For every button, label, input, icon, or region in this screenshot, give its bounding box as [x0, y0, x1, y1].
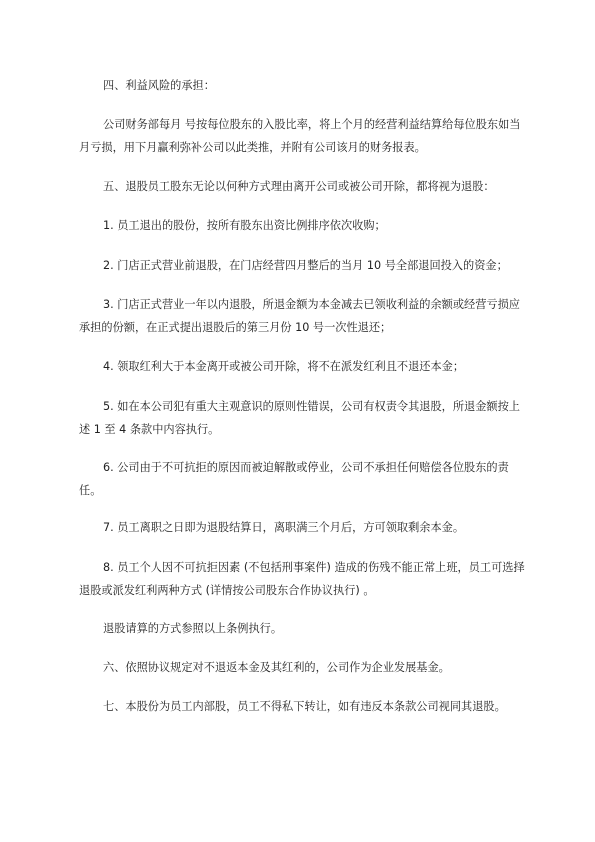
section-heading-5: 五、退股员工股东无论以何种方式理由离开公司或被公司开除，都将视为退股： [103, 180, 495, 193]
paragraph-settlement-method: 退股请算的方式参照以上条例执行。 [103, 622, 283, 635]
list-item-1: 1. 员工退出的股份，按所有股东出资比例排序依次收购； [103, 219, 386, 232]
list-item-4: 4. 领取红利大于本金离开或被公司开除，将不在派发红利且不退还本金； [103, 360, 465, 373]
list-item-5: 5. 如在本公司犯有重大主观意识的原则性错误，公司有权责令其退股，所退金额按上述 1 至 4 条款中内容执行。 [79, 400, 520, 436]
list-item-3: 3. 门店正式营业一年以内退股，所退金额为本金减去已领收利益的余额或经营亏损应承担的份额，在正式提出退股后的第三月份 10 号一次性退还； [79, 298, 520, 334]
list-item-7: 7. 员工离职之日即为退股结算日，离职满三个月后，方可领取剩余本金。 [103, 521, 465, 534]
list-item-8: 8. 员工个人因不可抗拒因素 (不包括刑事案件) 造成的伤残不能正常上班，员工可选择退股或派发红利两种方式 (详情按公司股东合作协议执行) 。 [79, 561, 525, 597]
section-heading-6: 六、依照协议规定对不退返本金及其红利的，公司作为企业发展基金。 [103, 661, 450, 674]
paragraph-financial-settlement: 公司财务部每月 号按每位股东的入股比率，将上个月的经营利益结算给每位股东如当月亏损，用下月赢利弥补公司以此类推，并附有公司该月的财务报表。 [79, 118, 521, 154]
list-item-2: 2. 门店正式营业前退股，在门店经营四月整后的当月 10 号全部退回投入的资金； [103, 259, 508, 272]
list-item-6: 6. 公司由于不可抗拒的原因而被迫解散或停业，公司不承担任何赔偿各位股东的责任。 [79, 461, 509, 497]
section-heading-7: 七、本股份为员工内部股，员工不得私下转让，如有违反本条款公司视同其退股。 [103, 700, 506, 713]
section-heading-4: 四、利益风险的承担： [103, 79, 215, 92]
